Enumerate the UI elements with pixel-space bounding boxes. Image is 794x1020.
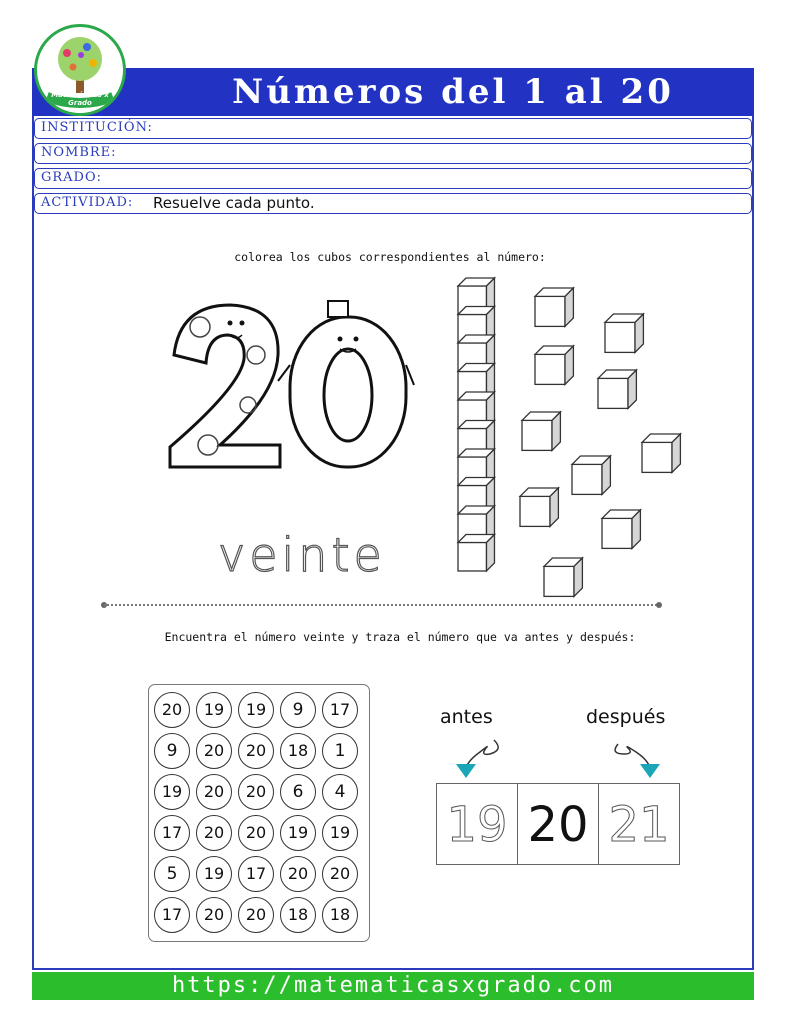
grid-number-cell[interactable]: 20	[280, 856, 316, 892]
loose-cube[interactable]	[605, 314, 643, 352]
loose-cube[interactable]	[544, 558, 582, 596]
grid-number-cell[interactable]: 20	[238, 774, 274, 810]
grid-number-cell[interactable]: 18	[280, 733, 316, 769]
grid-number-cell[interactable]: 19	[196, 692, 232, 728]
loose-cube[interactable]	[642, 434, 680, 472]
section-divider	[104, 604, 660, 606]
grid-number-cell[interactable]: 20	[196, 815, 232, 851]
sequence-before-box[interactable]: 19	[436, 783, 518, 865]
grid-number-cell[interactable]: 19	[154, 774, 190, 810]
tower-cube[interactable]	[458, 535, 494, 571]
loose-cube[interactable]	[535, 346, 573, 384]
cube-coloring-area[interactable]	[450, 270, 690, 600]
grid-number-cell[interactable]: 5	[154, 856, 190, 892]
logo	[34, 24, 126, 116]
grid-number-cell[interactable]: 4	[322, 774, 358, 810]
grade-label: GRADO:	[41, 170, 103, 185]
grid-number-cell[interactable]: 18	[280, 897, 316, 933]
sequence-after-box[interactable]: 21	[598, 783, 680, 865]
sequence-current-box: 20	[517, 783, 599, 865]
grid-number-cell[interactable]: 20	[196, 733, 232, 769]
activity-value: Resuelve cada punto.	[153, 194, 315, 212]
loose-cube[interactable]	[535, 288, 573, 326]
grid-number-cell[interactable]: 20	[196, 774, 232, 810]
number-grid	[148, 684, 370, 942]
arrow-down-left-icon	[450, 736, 510, 780]
info-row-institution	[34, 118, 752, 139]
grid-number-cell[interactable]: 19	[280, 815, 316, 851]
grid-number-cell[interactable]: 1	[322, 733, 358, 769]
grid-number-cell[interactable]: 20	[196, 897, 232, 933]
info-row-name	[34, 143, 752, 164]
grid-number-cell[interactable]: 17	[154, 897, 190, 933]
divider-dot-right	[656, 602, 662, 608]
before-label: antes	[440, 706, 493, 728]
grid-number-cell[interactable]: 6	[280, 774, 316, 810]
digit-two-shape	[170, 305, 280, 467]
grid-number-cell[interactable]: 20	[322, 856, 358, 892]
grid-number-cell[interactable]: 19	[238, 692, 274, 728]
grid-number-cell[interactable]: 19	[322, 815, 358, 851]
footer-url[interactable]: https://matematicasxgrado.com	[32, 972, 754, 1000]
instruction-find-twenty: Encuentra el número veinte y traza el número que va antes y después:	[164, 630, 636, 644]
loose-cube[interactable]	[520, 488, 558, 526]
info-row-activity	[34, 193, 752, 214]
after-label: después	[586, 706, 666, 728]
institution-label: INSTITUCIÓN:	[41, 120, 153, 135]
loose-cube[interactable]	[598, 370, 636, 408]
logo-text: Matemáticas x Grado	[51, 91, 109, 107]
grid-number-cell[interactable]: 20	[154, 692, 190, 728]
loose-cube[interactable]	[602, 510, 640, 548]
loose-cube[interactable]	[572, 456, 610, 494]
number-twenty-illustration	[160, 295, 420, 475]
grid-number-cell[interactable]: 20	[238, 897, 274, 933]
grid-number-cell[interactable]: 18	[322, 897, 358, 933]
traceable-word-veinte: veinte	[218, 528, 386, 582]
grid-number-cell[interactable]: 20	[238, 733, 274, 769]
instruction-color-cubes: colorea los cubos correspondientes al número:	[234, 250, 546, 264]
loose-cube[interactable]	[522, 412, 560, 450]
title-banner	[32, 68, 754, 116]
name-label: NOMBRE:	[41, 145, 117, 160]
grid-number-cell[interactable]: 9	[154, 733, 190, 769]
arrow-down-right-icon	[610, 736, 670, 780]
grid-number-cell[interactable]: 17	[322, 692, 358, 728]
grid-number-cell[interactable]: 19	[196, 856, 232, 892]
grid-number-cell[interactable]: 9	[280, 692, 316, 728]
page-title: Números del 1 al 20	[232, 72, 674, 112]
grid-number-cell[interactable]: 17	[154, 815, 190, 851]
activity-label: ACTIVIDAD:	[41, 195, 134, 210]
grid-number-cell[interactable]: 17	[238, 856, 274, 892]
grid-number-cell[interactable]: 20	[238, 815, 274, 851]
info-row-grade	[34, 168, 752, 189]
